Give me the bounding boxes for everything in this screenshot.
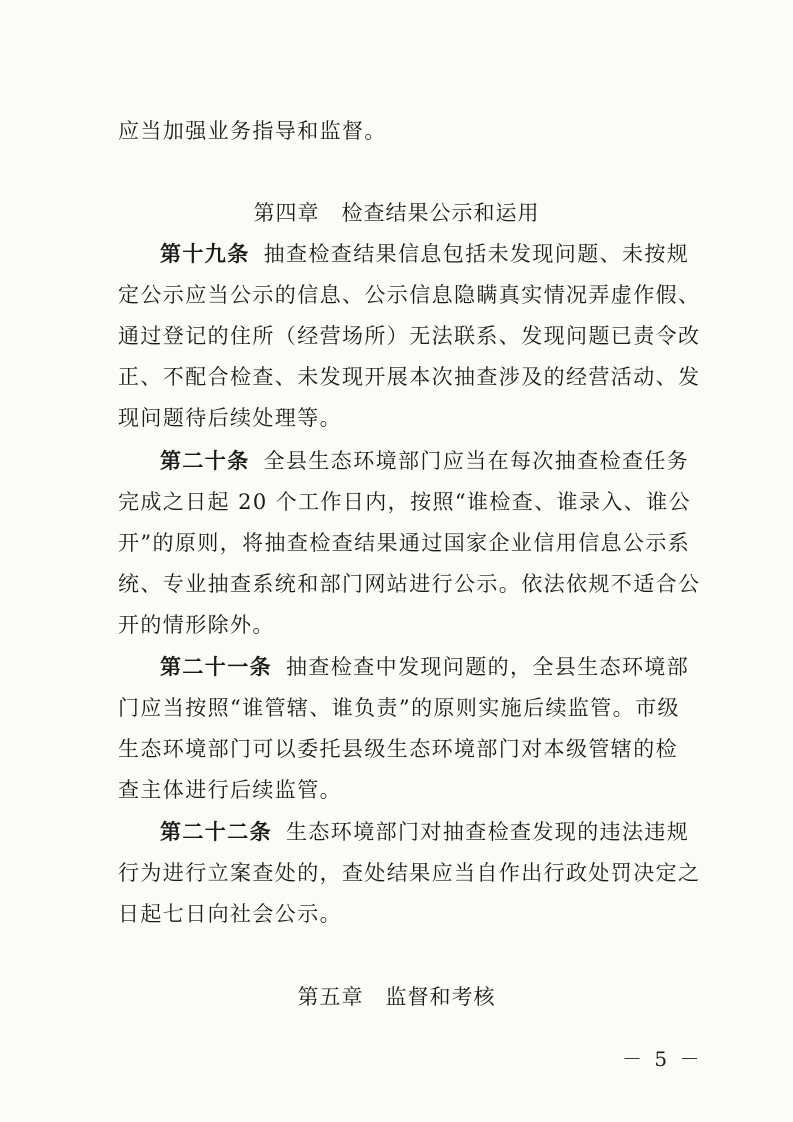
article-19-line: 现问题待后续处理等。 — [118, 406, 342, 430]
article-20-label: 第二十条 — [160, 449, 250, 473]
article-19-line: 通过登记的住所（经营场所）无法联系、发现问题已责令改 — [118, 324, 701, 348]
article-21-text: 抽查检查中发现问题的，全县生态环境部 — [286, 655, 690, 679]
article-21-first-line — [160, 653, 720, 681]
article-20-line: 完成之日起 20 个工作日内，按照“谁检查、谁录入、谁公 — [118, 490, 692, 514]
article-22-first-line — [160, 818, 720, 846]
article-20-line: 开”的原则，将抽查检查结果通过国家企业信用信息公示系 — [118, 531, 691, 555]
article-20-line: 统、专业抽查系统和部门网站进行公示。依法依规不适合公 — [118, 572, 701, 596]
intro-line: 应当加强业务指导和监督。 — [118, 119, 387, 143]
chapter-4-heading: 第四章 检查结果公示和运用 — [253, 201, 540, 225]
article-21-line: 查主体进行后续监管。 — [118, 778, 342, 802]
article-22-line: 行为进行立案查处的，查处结果应当自作出行政处罚决定之 — [118, 861, 701, 885]
article-19-first-line — [160, 240, 720, 268]
article-22-text: 生态环境部门对抽查检查发现的违法违规 — [286, 820, 690, 844]
chapter-5-heading: 第五章 监督和考核 — [297, 985, 496, 1009]
article-21-label: 第二十一条 — [160, 655, 272, 679]
article-21-line: 生态环境部门可以委托县级生态环境部门对本级管辖的检 — [118, 737, 678, 761]
article-19-line: 正、不配合检查、未发现开展本次抽查涉及的经营活动、发 — [118, 365, 701, 389]
article-19-label: 第十九条 — [160, 242, 250, 266]
article-20-text: 全县生态环境部门应当在每次抽查检查任务 — [263, 449, 690, 473]
article-21-line: 门应当按照“谁管辖、谁负责”的原则实施后续监管。市级 — [118, 696, 680, 720]
article-19-line: 定公示应当公示的信息、公示信息隐瞒真实情况弄虚作假、 — [118, 283, 701, 307]
page-number: － 5 － — [622, 1047, 703, 1071]
article-20-first-line — [160, 447, 720, 475]
article-22-label: 第二十二条 — [160, 820, 272, 844]
article-19-text: 抽查检查结果信息包括未发现问题、未按规 — [263, 242, 690, 266]
article-22-line: 日起七日向社会公示。 — [118, 902, 342, 926]
article-20-line: 开的情形除外。 — [118, 613, 275, 637]
